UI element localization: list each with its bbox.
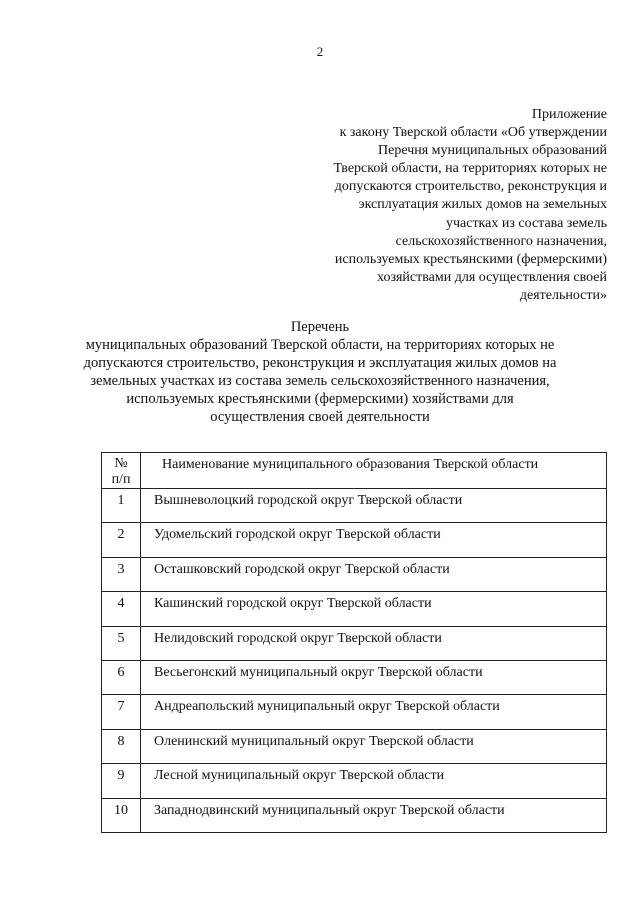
row-name: Нелидовский городской округ Тверской области <box>141 626 607 660</box>
row-number: 2 <box>102 523 141 557</box>
list-title: Перечень <box>290 319 350 335</box>
table-row <box>102 557 607 591</box>
row-name: Оленинский муниципальный округ Тверской области <box>141 729 607 763</box>
table-header-row <box>102 453 607 489</box>
row-number: 5 <box>102 626 141 660</box>
row-number: 7 <box>102 695 141 729</box>
appendix-caption <box>267 106 607 305</box>
appendix-line: Перечня муниципальных образований <box>378 143 607 159</box>
list-heading-line: используемых крестьянскими (фермерскими) хозяйствами для <box>126 391 514 408</box>
table-row <box>102 729 607 763</box>
row-number: 4 <box>102 592 141 626</box>
table-row <box>102 798 607 832</box>
appendix-line: эксплуатация жилых домов на земельных <box>358 197 607 213</box>
appendix-line: Приложение <box>531 107 607 122</box>
row-number: 8 <box>102 729 141 763</box>
row-name: Западнодвинский муниципальный округ Тверской области <box>141 798 607 832</box>
list-heading <box>0 318 640 427</box>
municipalities-table <box>101 452 607 833</box>
list-heading-line: муниципальных образований Тверской области, на территориях которых не <box>85 337 555 354</box>
list-heading-line: земельных участках из состава земель сельскохозяйственного назначения, <box>90 373 550 390</box>
row-number: 10 <box>102 798 141 832</box>
row-name: Весьегонский муниципальный округ Тверской области <box>141 660 607 694</box>
row-name: Кашинский городской округ Тверской области <box>141 592 607 626</box>
page-number: 2 <box>316 44 324 59</box>
row-number: 9 <box>102 764 141 798</box>
list-heading-line: допускаются строительство, реконструкция и эксплуатация жилых домов на <box>83 355 557 372</box>
header-number-abbrev: п/п <box>111 472 131 487</box>
row-name: Лесной муниципальный округ Тверской области <box>141 764 607 798</box>
row-name: Осташковский городской округ Тверской области <box>141 557 607 591</box>
header-name: Наименование муниципального образования Тверской области <box>141 453 607 489</box>
appendix-line: допускаются строительство, реконструкция и <box>334 179 607 195</box>
table-row <box>102 764 607 798</box>
row-name: Удомельский городской округ Тверской области <box>141 523 607 557</box>
table-row <box>102 695 607 729</box>
appendix-line: Тверской области, на территориях которых не <box>333 161 607 177</box>
appendix-line: деятельности» <box>519 287 607 303</box>
row-name: Андреапольский муниципальный округ Тверской области <box>141 695 607 729</box>
appendix-line: сельскохозяйственного назначения, <box>395 233 607 249</box>
row-number: 1 <box>102 489 141 523</box>
row-number: 6 <box>102 660 141 694</box>
table-row <box>102 592 607 626</box>
table-row <box>102 660 607 694</box>
header-number-symbol: № <box>114 456 128 471</box>
appendix-line: участках из состава земель <box>445 215 607 231</box>
list-heading-line: осуществления своей деятельности <box>210 409 430 426</box>
appendix-line: к закону Тверской области «Об утверждении <box>339 125 607 141</box>
appendix-line: хозяйствами для осуществления своей <box>376 269 607 285</box>
table-row <box>102 626 607 660</box>
row-number: 3 <box>102 557 141 591</box>
table-row <box>102 523 607 557</box>
row-name: Вышневолоцкий городской округ Тверской области <box>141 489 607 523</box>
appendix-line: используемых крестьянскими (фермерскими) <box>334 251 607 267</box>
header-number <box>102 453 141 489</box>
table-row <box>102 489 607 523</box>
